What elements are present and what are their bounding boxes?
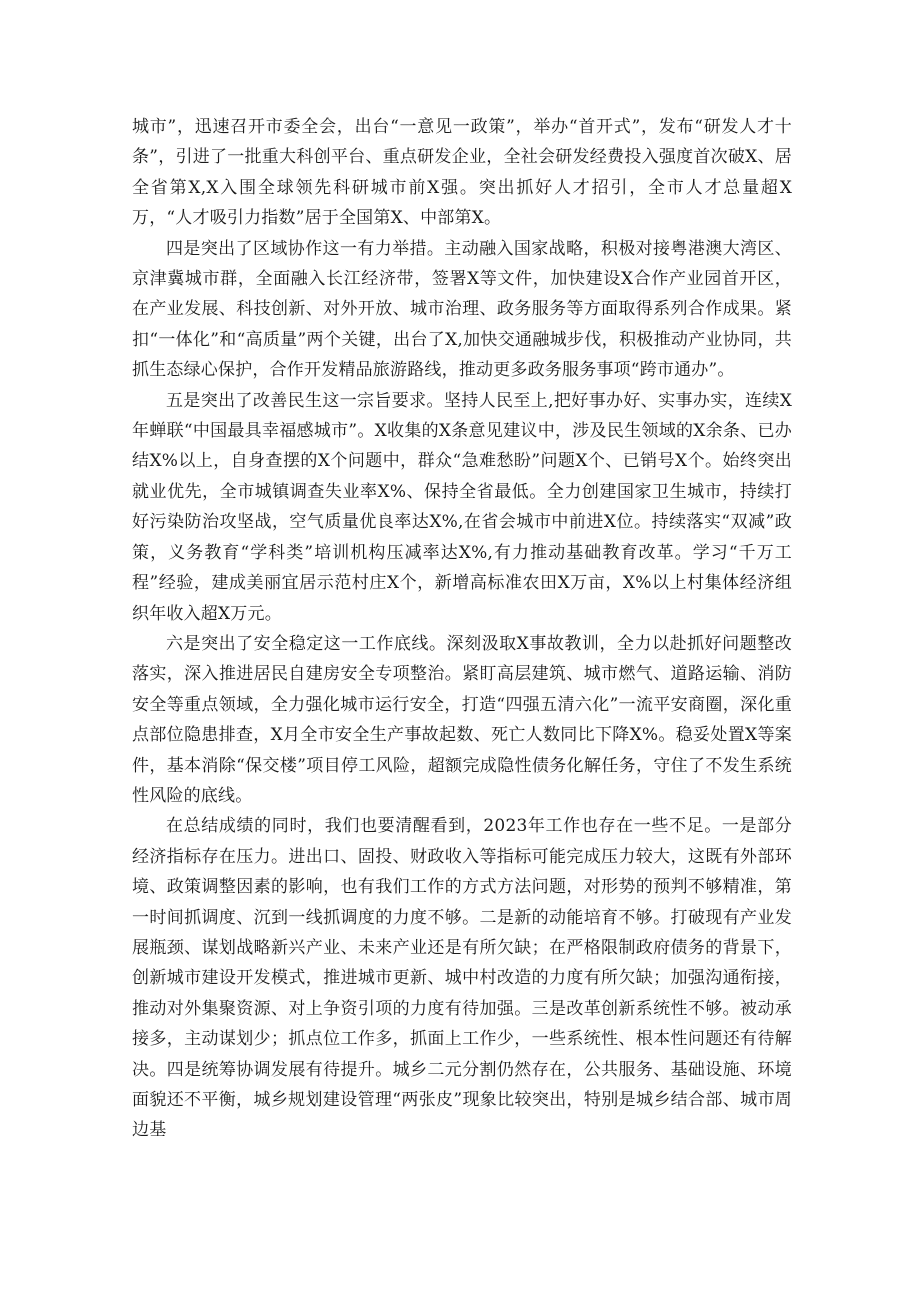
document-page (132, 112, 792, 1146)
paragraph-livelihood: 五是突出了改善民生这一宗旨要求。坚持人民至上,把好事办好、实事办实，连续X年蝉联“中国最具幸福感城市”。X收集的X条意见建议中，涉及民生领域的X余条、已办结X%以上，自身查摆的X个问题中，群众“急难愁盼”问题X个、已销号X个。始终突出就业优先，全市城镇调查失业率X%、保持全省最低。全力创建国家卫生城市，持续打好污染防治攻坚战，空气质量优良率达X%,在省会城市中前进X位。持续落实“双减”政策，义务教育“学科类”培训机构压减率达X%,有力推动基础教育改革。学习“千万工程”经验，建成美丽宜居示范村庄X个，新增高标准农田X万亩，X%以上村集体经济组织年收入超X万元。 (132, 390, 792, 624)
paragraph-regional-cooperation: 四是突出了区域协作这一有力举措。主动融入国家战略，积极对接粤港澳大湾区、京津冀城市群，全面融入长江经济带，签署X等文件，加快建设X合作产业园首开区，在产业发展、科技创新、对外开放、城市治理、政务服务等方面取得系列合作成果。紧扣“一体化”和“高质量”两个关键，出台了X,加快交通融城步伐，积极推动产业协同，共抓生态绿心保护，合作开发精品旅游路线，推动更多政务服务事项“跨市通办”。 (132, 238, 792, 381)
paragraph-safety: 六是突出了安全稳定这一工作底线。深刻汲取X事故教训，全力以赴抓好问题整改落实，深入推进居民自建房安全专项整治。紧盯高层建筑、城市燃气、道路运输、消防安全等重点领域，全力强化城市运行安全，打造“四强五清六化”一流平安商圈，深化重点部位隐患排查，X月全市安全生产事故起数、死亡人数同比下降X%。稳妥处置X等案件，基本消除“保交楼”项目停工风险，超额完成隐性债务化解任务，守住了不发生系统性风险的底线。 (132, 633, 792, 806)
paragraph-shortcomings: 在总结成绩的同时，我们也要清醒看到，2023年工作也存在一些不足。一是部分经济指标存在压力。进出口、固投、财政收入等指标可能完成压力较大，这既有外部环境、政策调整因素的影响，也有我们工作的方式方法问题，对形势的预判不够精准，第一时间抓调度、沉到一线抓调度的力度不够。二是新的动能培育不够。打破现有产业发展瓶颈、谋划战略新兴产业、未来产业还是有所欠缺；在严格限制政府债务的背景下，创新城市建设开发模式，推进城市更新、城中村改造的力度有所欠缺；加强沟通衔接，推动对外集聚资源、对上争资引项的力度有待加强。三是改革创新系统性不够。被动承接多，主动谋划少；抓点位工作多，抓面上工作少，一些系统性、根本性问题还有待解决。四是统筹协调发展有待提升。城乡二元分割仍然存在，公共服务、基础设施、环境面貌还不平衡，城乡规划建设管理“两张皮”现象比较突出，特别是城乡结合部、城市周边基 (132, 816, 792, 1141)
paragraph-talent: 城市”，迅速召开市委全会，出台“一意见一政策”，举办“首开式”，发布“研发人才十条”，引进了一批重大科创平台、重点研发企业，全社会研发经费投入强度首次破X、居全省第X,X入围全球领先科研城市前X强。突出抓好人才招引，全市人才总量超X万，“人才吸引力指数”居于全国第X、中部第X。 (132, 117, 792, 229)
